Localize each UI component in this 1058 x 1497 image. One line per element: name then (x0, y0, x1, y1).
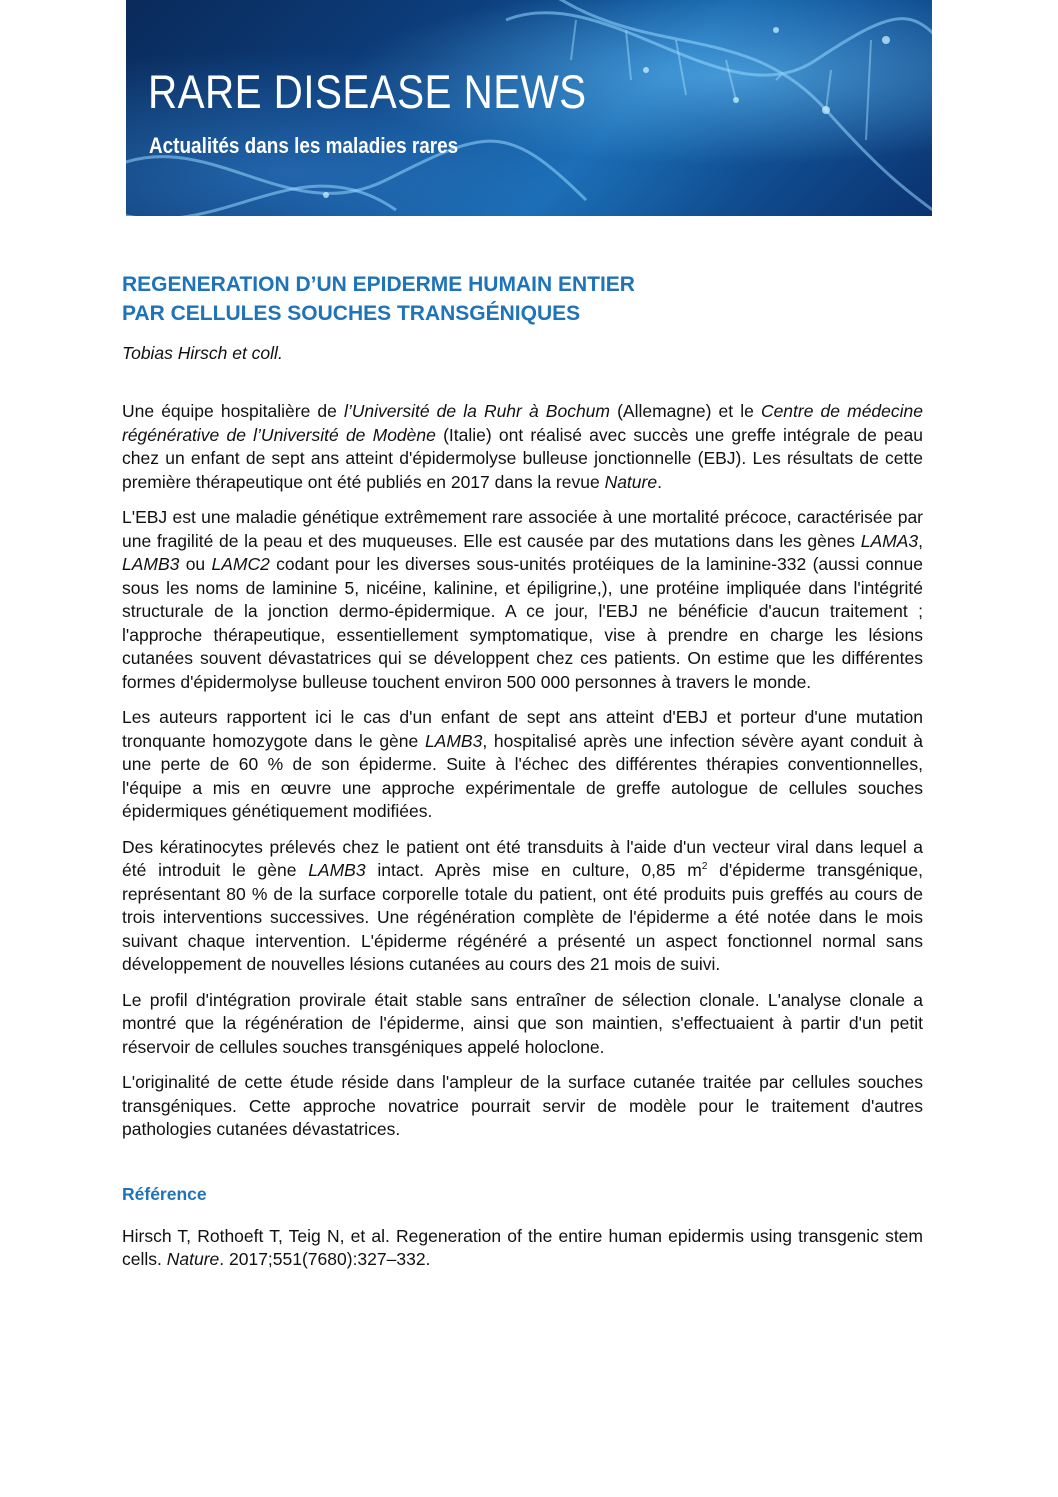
header-banner (126, 0, 932, 216)
reference-citation: Hirsch T, Rothoeft T, Teig N, et al. Regeneration of the entire human epidermis using transgenic stem cells. Nature. 2017;551(7680):327–332. (122, 1225, 923, 1269)
paragraph-conclusion: L'originalité de cette étude réside dans l'ampleur de la surface cutanée traitée par cellules souches transgéniques. Cette approche novatrice pourrait servir de modèle pour le traitement d'autres pathologies cutanées dévastatrices. (122, 1072, 923, 1139)
institution-bochum: l’Université de la Ruhr à Bochum (344, 401, 610, 421)
gene-lama3: LAMA3 (860, 530, 919, 551)
gene-lamb3: LAMB3 (424, 730, 483, 751)
gene-lamc2: LAMC2 (211, 554, 270, 574)
newsletter-subtitle: Actualités dans les maladies rares (149, 133, 459, 158)
gene-lamb3: LAMB3 (122, 554, 180, 574)
newsletter-title: RARE DISEASE NEWS (148, 65, 587, 118)
paragraph-method: Des kératinocytes prélevés chez le patient ont été transduits à l'aide d'un vecteur viral dans lequel a été introduit le gène LAMB3 intact. Après mise en culture, 0,85 $m^2$ d'épiderme transgénique, représentant 80 % de la surface corporelle totale du patient, ont été produits puis greffés au cours de trois interventions successives. Une régénération complète de l'épiderme a été notée dans le mois suivant chaque intervention. L'épiderme régénéré a présenté un aspect fonctionnel normal sans développement de nouvelles lésions cutanées au cours des 21 mois de suivi. (122, 836, 923, 974)
journal-name: Nature (604, 471, 658, 492)
paragraph-ebj: L'EBJ est une maladie génétique extrêmement rare associée à une mortalité précoce, caractérisée par une fragilité de la peau et des muqueuses. Elle est causée par des mutations dans les gènes LAMA3, LAMB3 ou LAMC2 codant pour les diverses sous-unités protéiques de la laminine-332 (aussi connue sous les noms de laminine 5, nicéine, kalinine, et épiligrine,), une protéine impliquée dans l'intégrité structurale de la jonction dermo-épidermique. A ce jour, l'EBJ ne bénéficie d'aucun traitement ; l'approche thérapeutique, essentiellement symptomatique, vise à prendre en charge les lésions cutanées souvent dévastatrices qui se développent chez ces patients. On estime que les différentes formes d'épidermolyse bulleuse touchent environ 500 000 personnes à travers le monde. (122, 507, 923, 692)
article-title (122, 270, 923, 328)
paragraph-integration: Le profil d'intégration provirale était stable sans entraîner de sélection clonale. L'analyse clonale a montré que la régénération de l'épiderme, ainsi que son maintien, s'effectuaient à partir d'un petit réservoir de cellules souches transgéniques appelé holoclone. (122, 989, 923, 1057)
paragraph-case: Les auteurs rapportent ici le cas d'un enfant de sept ans atteint d'EBJ et porteur d'une mutation tronquante homozygote dans le gène LAMB3, hospitalisé après une infection sévère ayant conduit à une perte de 60 % de son épiderme. Suite à l'échec des différentes thérapies conventionnelles, l'équipe a mis en œuvre une approche expérimentale de greffe autologue de cellules souches épidermiques génétiquement modifiées. (122, 707, 923, 821)
article-title-line1: REGENERATION D’UN EPIDERME HUMAIN ENTIER (122, 273, 635, 296)
superscript: 2 (701, 861, 708, 873)
article-author: Tobias Hirsch et coll. (122, 343, 283, 363)
reference-heading: Référence (122, 1183, 207, 1204)
institution-modene: Centre de médecine régénérative de l’Université de Modène (122, 401, 923, 445)
journal-name: Nature (166, 1249, 220, 1269)
article-title-line2: PAR CELLULES SOUCHES TRANSGÉNIQUES (122, 302, 581, 325)
paragraph-intro: Une équipe hospitalière de l’Université de la Ruhr à Bochum (Allemagne) et le Centre de médecine régénérative de l’Université de Modène (Italie) ont réalisé avec succès une greffe intégrale de peau chez un enfant de sept ans atteint d'épidermolyse bulleuse jonctionnelle (EBJ). Les résultats de cette première thérapeutique ont été publiés en 2017 dans la revue Nature. (122, 401, 923, 492)
article (122, 270, 923, 1272)
gene-lamb3: LAMB3 (308, 860, 366, 880)
